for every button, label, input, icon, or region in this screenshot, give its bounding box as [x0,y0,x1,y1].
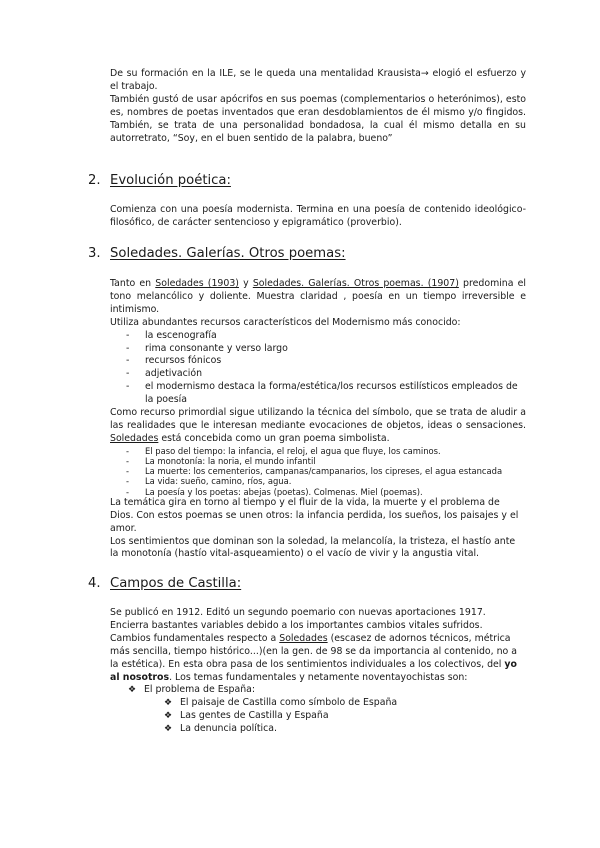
list-item-text: recursos fónicos [145,355,222,367]
section-4-number: 4. [88,576,101,591]
section-3-paragraph-tematica: La temática gira en torno al tiempo y el fluir de la vida, la muerte y el problema de Dios. Con estos poemas se unen otros: la infancia perdida, los sueños, los paisajes y el amor. [110,496,519,534]
work-title-soledades-galerias: Soledades. Galerías. Otros poemas. (1907) [252,278,459,289]
text-run: . Los temas fundamentales y netamente noventayochistas son: [169,671,468,683]
list-item [110,723,526,736]
list-item-text: Las gentes de Castilla y España [180,710,329,722]
list-item-text: La monotonía: la noria, el mundo infantil [145,455,316,466]
list-item [110,697,526,710]
diamond-bullet-icon: ❖ [164,711,173,722]
intro-paragraph-ile: De su formación en la ILE, se le queda una mentalidad Krausista→ elogió el esfuerzo y el trabajo. [110,68,526,92]
list-item [110,466,526,476]
dash-marker: - [126,342,130,354]
list-item-text: El problema de España: [144,684,256,696]
list-item-text: la escenografía [145,329,217,341]
section-2-title: Evolución poética: [110,173,231,188]
section-4-paragraph [110,607,526,684]
list-item-text: rima consonante y verso largo [145,342,288,354]
intro-paragraph-apocrifos: También gustó de usar apócrifos en sus poemas (complementarios o heterónimos), esto es, nombres de poetas inventados que eran desdoblamientos de él mismo y/o fingidos. También, se trata de una personalidad bondadosa, la cual él mismo detalla en su autorretrato, “Soy, en el buen sentido de la palabra, bueno” [110,93,526,144]
list-item-text: La muerte: los cementerios, campanas/campanarios, los cipreses, el agua estancada [145,466,503,477]
section-2-heading [88,173,231,189]
list-item [110,684,526,697]
list-item-text: La vida: sueño, camino, ríos, agua. [145,476,292,487]
section-3-title: Soledades. Galerías. Otros poemas: [110,246,346,261]
list-item-text: El paso del tiempo: la infancia, el reloj, el agua que fluye, los caminos. [145,445,441,456]
section-4-title: Campos de Castilla: [110,576,242,591]
section-3-body [110,278,526,561]
section-2-number: 2. [88,173,101,188]
dash-marker: - [126,476,130,487]
themes-list [110,684,526,697]
text-run: predomina el tono melancólico y doliente. Muestra claridad , poesía en un tiempo irreversible e intimismo. [110,278,527,315]
section-3-paragraph-recursos: Utiliza abundantes recursos característicos del Modernismo más conocido: [110,316,461,328]
text-run: está concebida como un gran poema simbolista. [158,432,390,444]
list-item-text: adjetivación [145,368,203,380]
list-item-text: el modernismo destaca la forma/estética/los recursos estilísticos empleados de la poesía [145,381,518,406]
section-2-body [110,204,526,230]
text-run: Como recurso primordial sigue utilizando la técnica del símbolo, que se trata de aludir a las realidades que le interesan mediante evocaciones de objetos, ideas o sensaciones. [110,407,526,431]
section-4-heading [88,576,241,592]
diamond-bullet-icon: ❖ [164,724,173,735]
section-4-body [110,607,526,736]
dash-marker: - [126,329,130,341]
modernism-resources-list [110,330,526,407]
work-title-soledades: Soledades [279,632,328,644]
list-item [110,476,526,486]
list-item [110,355,526,368]
section-3-paragraph-tono [110,278,526,317]
symbols-list [110,446,526,497]
section-3-heading [88,246,346,262]
list-item [110,710,526,723]
dash-marker: - [126,445,130,456]
diamond-bullet-icon: ❖ [164,698,173,709]
work-title-soledades: Soledades [110,432,159,444]
list-item [110,381,526,407]
dash-marker: - [126,486,130,497]
list-item [110,343,526,356]
work-title-soledades: Soledades (1903) [155,278,239,289]
section-3-paragraph-sentimientos: Los sentimientos que dominan son la soledad, la melancolía, la tristeza, el hastío ante la monotonía (hastío vital-asqueamiento) o el vacío de vivir y la angustia vital. [110,535,516,560]
dash-marker: - [126,455,130,466]
list-item [110,456,526,466]
text-run: (escasez de adornos técnicos, métrica más sencilla, tiempo histórico...)(en la gen. de 98 se da importancia al contenido, no a la estética). En esta obra pasa de los sentimientos individuales a los colectivos, del [110,632,518,670]
list-item [110,487,526,497]
intro-block [110,68,526,145]
section-2-paragraph: Comienza con una poesía modernista. Termina en una poesía de contenido ideológico-filosófico, de carácter sentencioso y epigramático (proverbio). [110,204,526,228]
list-item [110,368,526,381]
section-3-number: 3. [88,246,101,261]
list-item [110,446,526,456]
bold-phrase: yo al nosotros [110,658,517,683]
list-item-text: La poesía y los poetas: abejas (poetas). Colmenas. Miel (poemas). [145,486,423,497]
dash-marker: - [126,368,130,380]
dash-marker: - [126,466,130,477]
dash-marker: - [126,381,130,393]
dash-marker: - [126,355,130,367]
text-run: Tanto en [110,278,156,289]
list-item-text: El paisaje de Castilla como símbolo de España [180,697,398,709]
list-item-text: La denuncia política. [180,723,278,735]
themes-sublist [110,697,526,736]
text-run: y [238,278,253,289]
diamond-bullet-icon: ❖ [128,685,137,696]
list-item [110,330,526,343]
section-3-paragraph-simbolo [110,407,526,446]
text-run: Se publicó en 1912. Editó un segundo poemario con nuevas aportaciones 1917. Encierra bastantes variables debido a los importantes cambios vitales sufridos. Cambios fundamentales respecto a [110,607,486,644]
